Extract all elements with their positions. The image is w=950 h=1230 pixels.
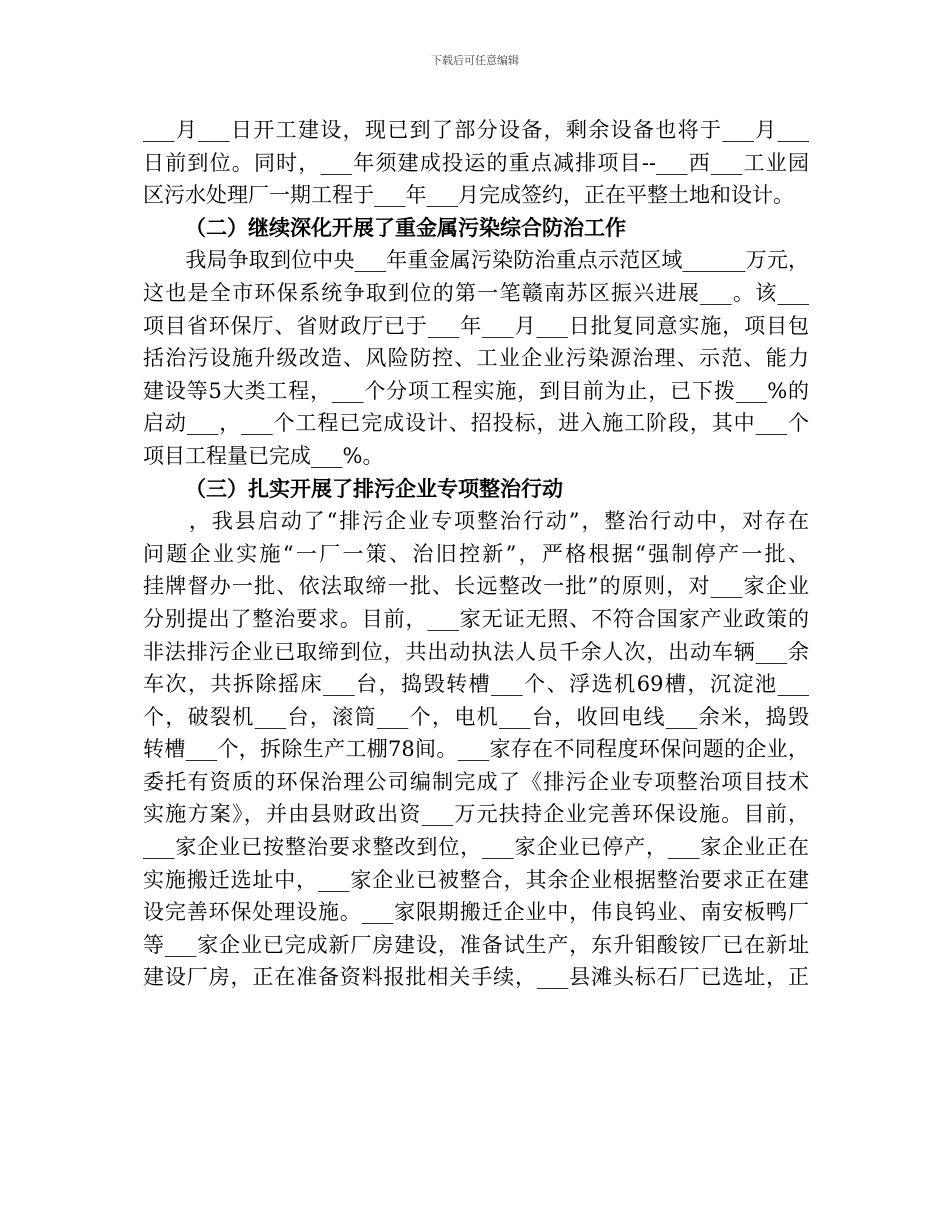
text-line: 建设厂房，正在准备资料报批相关手续，___县滩头标石厂已选址，正 (143, 965, 809, 990)
text-line: 分别提出了整治要求。目前，___家无证无照、不符合国家产业政策的 (143, 606, 809, 631)
text-line: 实施搬迁选址中，___家企业已被整合，其余企业根据整治要求正在建 (143, 867, 809, 892)
text-line: 设完善环保处理设施。___家限期搬迁企业中，伟良钨业、南安板鸭厂 (143, 900, 809, 925)
text-line: 我局争取到位中央___年重金属污染防治重点示范区域______万元， (143, 248, 809, 273)
text-line: 项目工程量已完成___%。 (143, 443, 384, 468)
text-line: 转槽___个，拆除生产工棚78间。___家存在不同程度环保问题的企业， (143, 737, 809, 762)
text-line: 实施方案》，并由县财政出资___万元扶持企业完善环保设施。目前， (143, 802, 809, 827)
text-line: 项目省环保厅、省财政厅已于___年___月___日批复同意实施，项目包 (143, 313, 809, 338)
text-line: 区污水处理厂一期工程于___年___月完成签约，正在平整土地和设计。 (143, 183, 794, 208)
text-line: 车次，共拆除摇床___台，捣毁转槽___个、浮选机69槽，沉淀池___ (143, 672, 809, 697)
text-line: ___家企业已按整治要求整改到位，___家企业已停产，___家企业正在 (143, 835, 809, 860)
text-line: 启动___，___个工程已完成设计、招投标，进入施工阶段，其中___个 (143, 411, 809, 436)
text-line: 括治污设施升级改造、风险防控、工业企业污染源治理、示范、能力 (143, 346, 809, 371)
text-line: ___月___日开工建设，现已到了部分设备，剩余设备也将于___月___ (143, 118, 809, 142)
text-line: 日前到位。同时，___年须建成投运的重点减排项目--___西___工业园 (143, 150, 809, 175)
text-line: 建设等5大类工程，___个分项工程实施，到目前为止，已下拨___%的 (143, 378, 809, 403)
text-line: 问题企业实施“一厂一策、治旧控新”，严格根据“强制停产一批、 (143, 541, 809, 566)
text-line: 这也是全市环保系统争取到位的第一笔赣南苏区振兴进展___。该___ (143, 280, 809, 305)
text-line: ，我县启动了“排污企业专项整治行动”，整治行动中，对存在 (143, 509, 809, 534)
text-line: 非法排污企业已取缔到位，共出动执法人员千余人次，出动车辆___余 (143, 639, 809, 664)
text-line: 挂牌督办一批、依法取缔一批、长远整改一批”的原则，对___家企业 (143, 574, 809, 599)
text-line: 委托有资质的环保治理公司编制完成了《排污企业专项整治项目技术 (143, 769, 809, 794)
text-line: 个，破裂机___台，滚筒___个，电机___台，收回电线___余米，捣毁 (143, 704, 809, 729)
document-body (143, 114, 809, 994)
section-heading: （三）扎实开展了排污企业专项整治行动 (185, 475, 563, 501)
page-header: 下载后可任意编辑 (431, 54, 519, 67)
section-heading: （二）继续深化开展了重金属污染综合防治工作 (185, 214, 626, 240)
text-line: 等___家企业已完成新厂房建设，准备试生产，东升钼酸铵厂已在新址 (143, 932, 809, 957)
